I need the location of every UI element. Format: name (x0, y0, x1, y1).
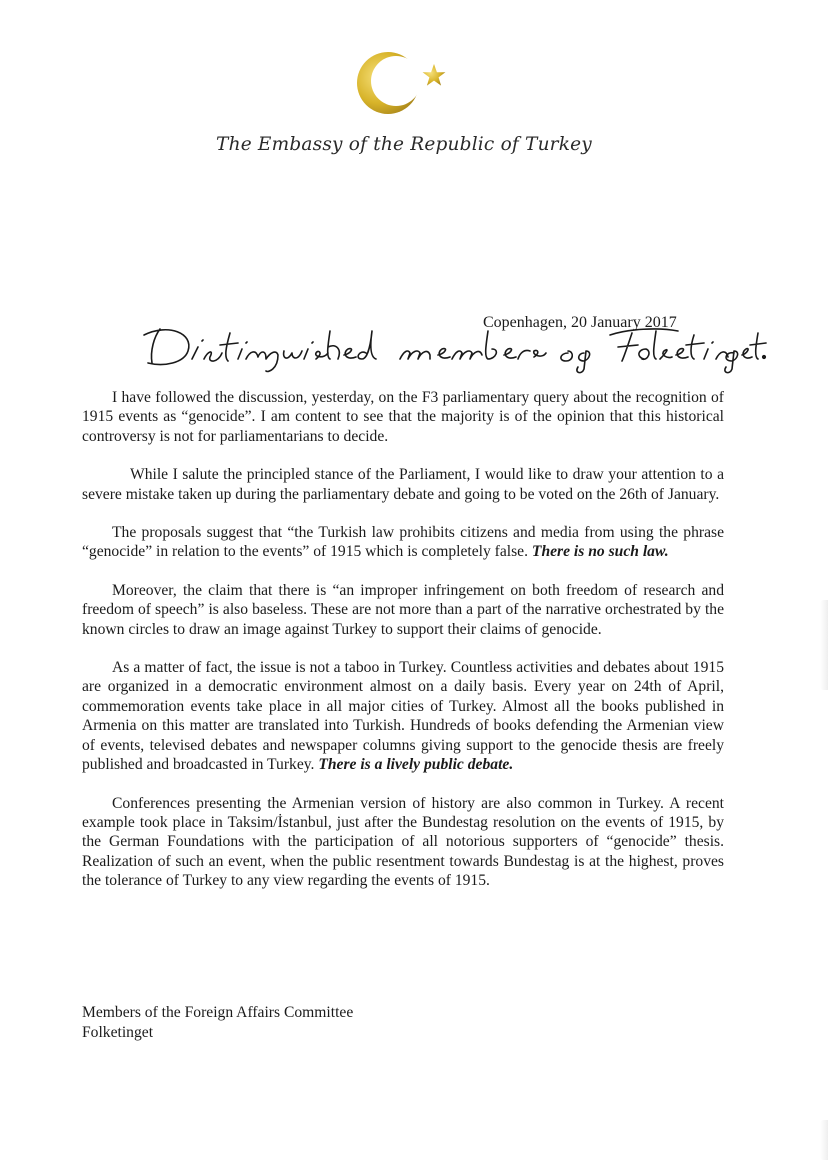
paragraph-3 (82, 523, 724, 562)
paragraph-4-text: Moreover, the claim that there is “an improper infringement on both freedom of research and freedom of speech” is also baseless. These are not more than a part of the narrative orchestrated by the known circles to draw an image against Turkey to support their claims of genocide. (82, 581, 724, 638)
recipient-line-2: Folketinget (82, 1024, 154, 1041)
date-line: Copenhagen, 20 January 2017 (483, 314, 677, 331)
paragraph-3-text: The proposals suggest that “the Turkish law prohibits citizens and media from using the phrase “genocide” in relation to the events” of 1915 which is completely false. (82, 524, 724, 561)
paragraph-6-text: Conferences presenting the Armenian version of history are also common in Turkey. A recent example took place in Taksim/İstanbul, just after the Bundestag resolution on the events of 1915, by the German Foundations with the participation of all notorious supporters of “genocide” thesis. Realization of such an event, when the public resentment towards Bundestag is at the highest, proves the tolerance of Turkey to any view regarding the events of 1915. (82, 794, 724, 890)
paragraph-2-text: While I salute the principled stance of the Parliament, I would like to draw your attention to a severe mistake taken up during the parliamentary debate and going to be voted on the 26th of January. (82, 466, 724, 503)
paragraph-5-text: As a matter of fact, the issue is not a taboo in Turkey. Countless activities and debates about 1915 are organized in a democratic environment almost on a daily basis. Every year on 24th of April, commemoration events take place in all major cities of Turkey. Almost all the books published in Armenia on this matter are translated into Turkish. Hundreds of books defending the Armenian view of events, televised debates and newspaper columns giving support to the genocide thesis are freely published and broadcasted in Turkey. (82, 659, 724, 774)
paragraph-3-emphasis: There is no such law. (531, 543, 669, 561)
recipient-line-1: Members of the Foreign Affairs Committee (82, 1004, 354, 1021)
handwritten-salutation (138, 313, 768, 375)
crescent-star-icon (352, 44, 452, 122)
paragraph-2 (82, 465, 724, 504)
paragraph-1-text: I have followed the discussion, yesterday, on the F3 parliamentary query about the recognition of 1915 events as “genocide”. I am content to see that the majority is of the opinion that this historical controversy is not for parliamentarians to decide. (82, 389, 724, 445)
paragraph-5-emphasis: There is a lively public debate. (318, 756, 514, 774)
letter-body (82, 388, 724, 910)
paragraph-5 (82, 658, 724, 774)
recipient-block (82, 1003, 353, 1043)
paragraph-4 (82, 581, 724, 639)
paragraph-1 (82, 388, 724, 446)
scan-edge-shadow (820, 600, 828, 690)
paragraph-6 (82, 794, 724, 891)
embassy-title: The Embassy of the Republic of Turkey (216, 134, 592, 155)
scan-edge-shadow-lower (820, 1120, 828, 1160)
